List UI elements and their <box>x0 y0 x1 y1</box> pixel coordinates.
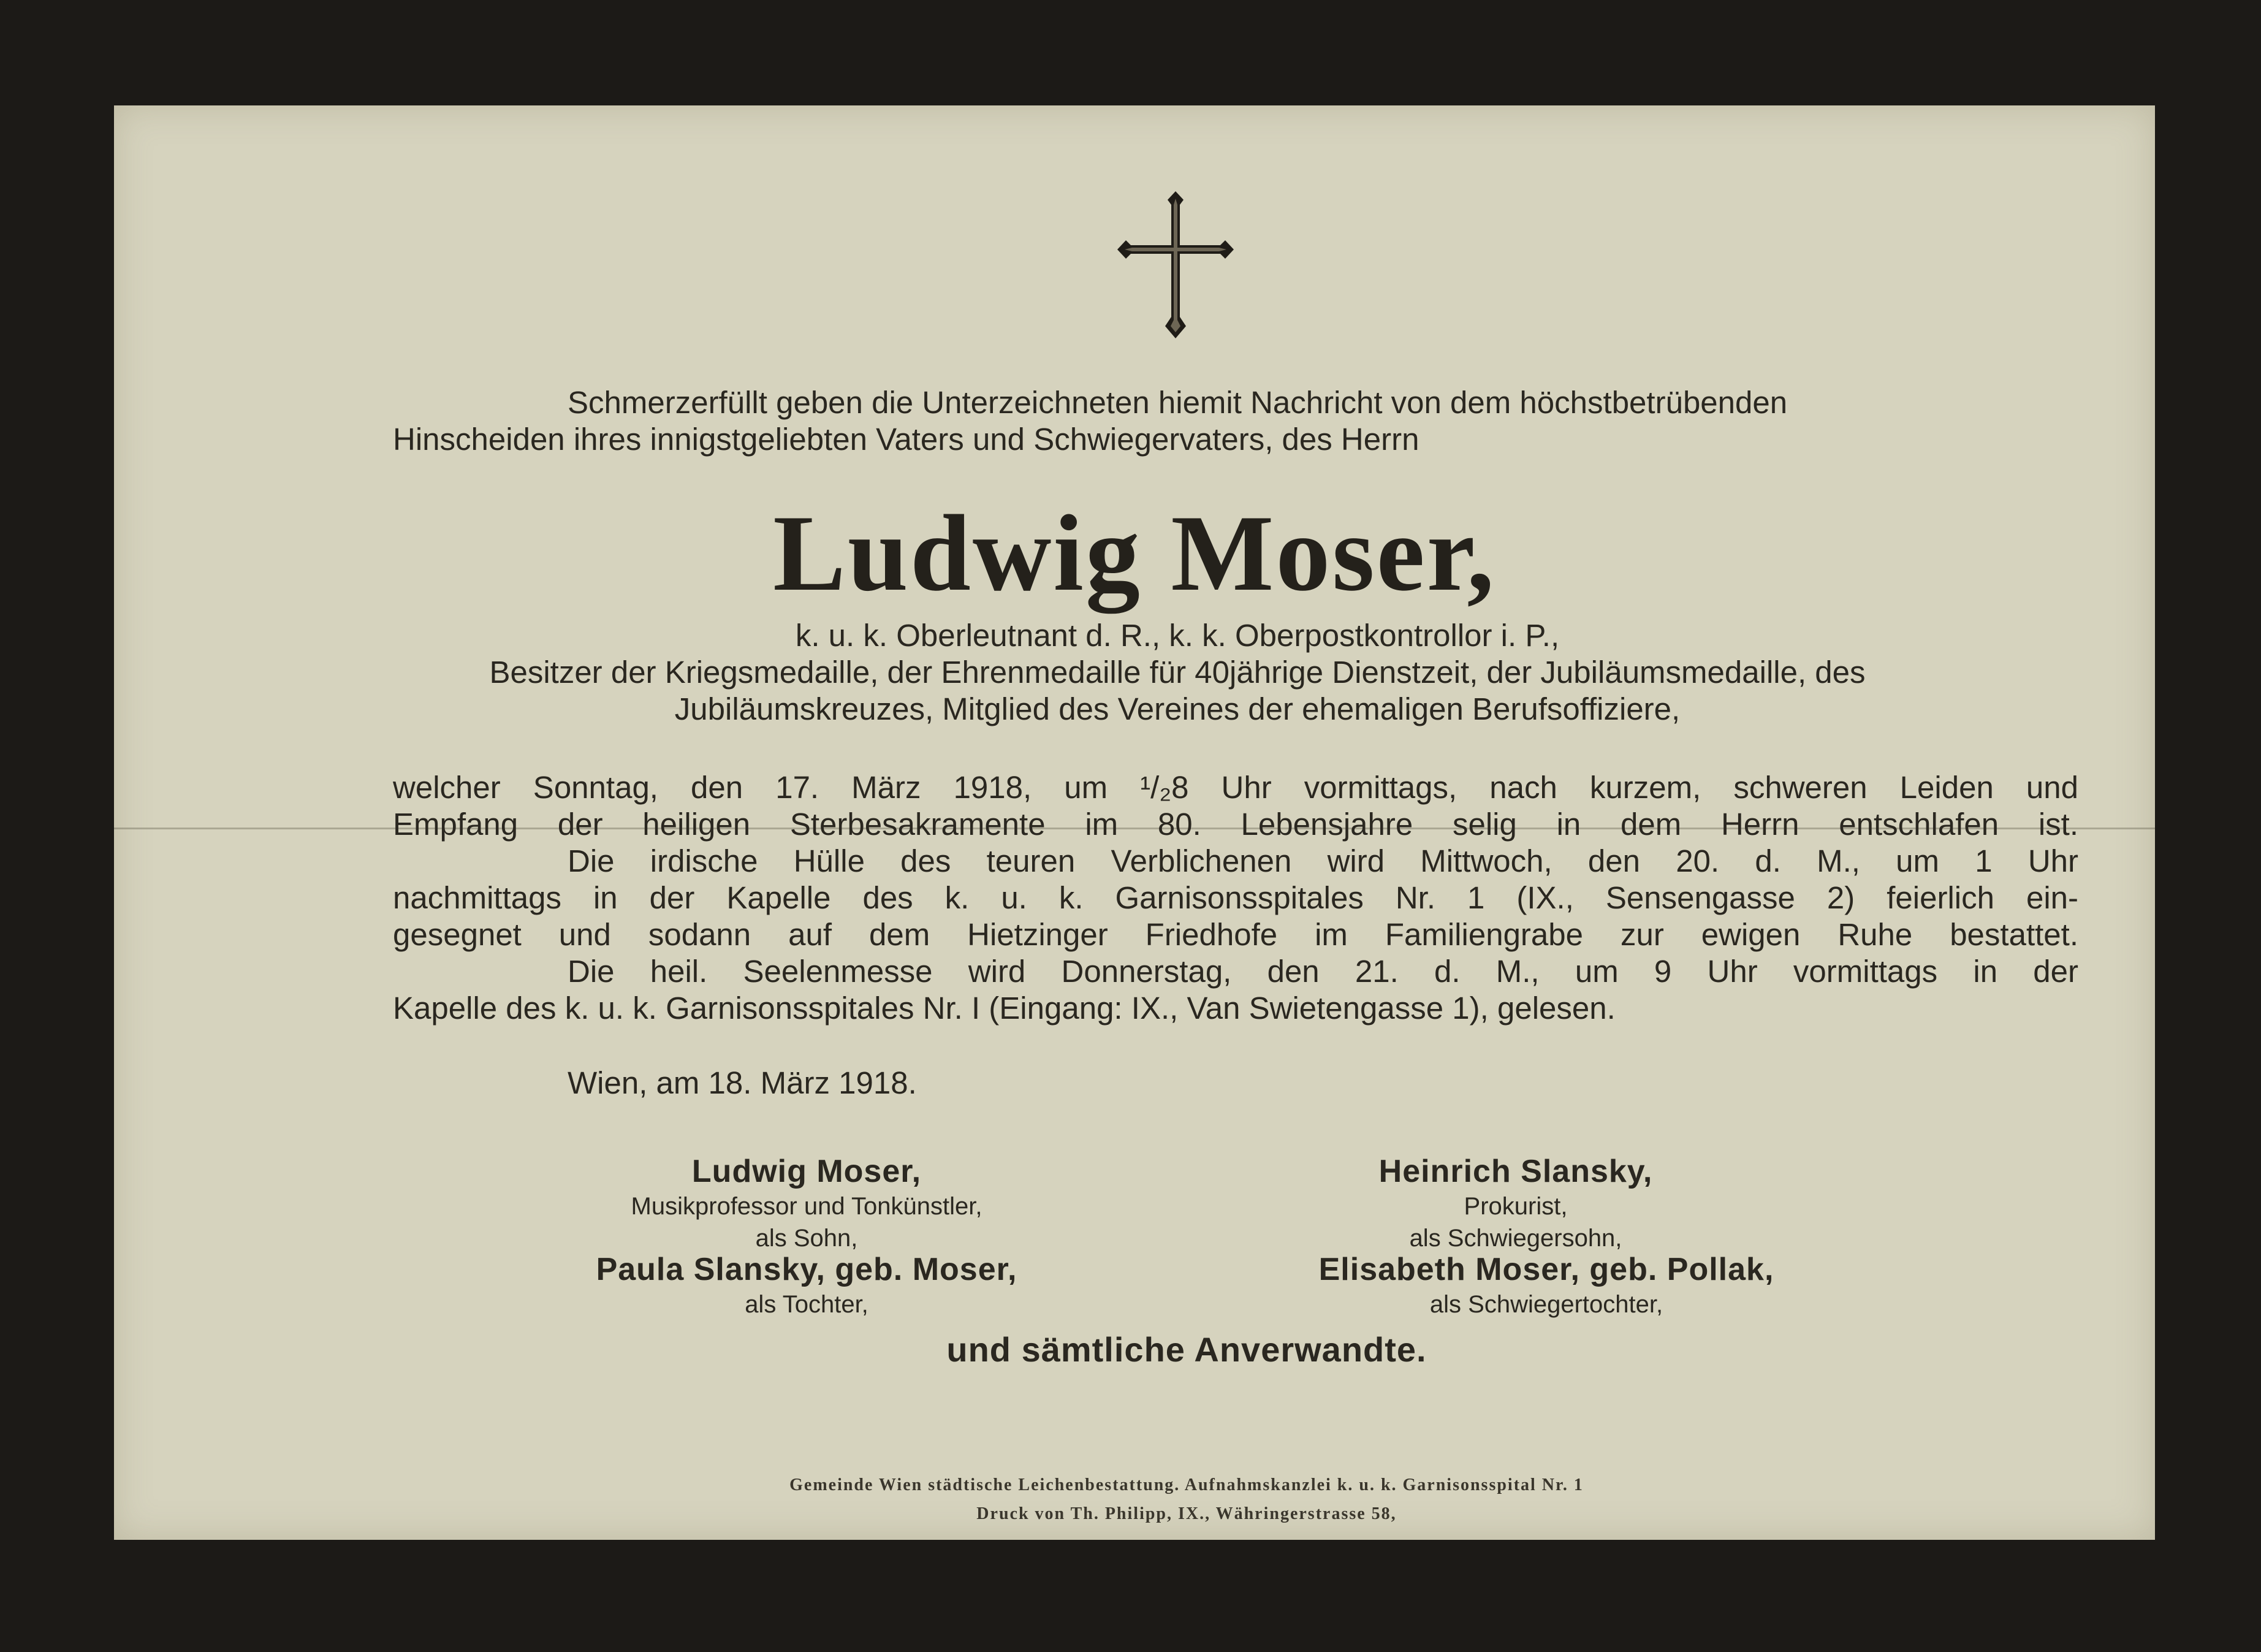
closing-line: und sämtliche Anverwandte. <box>946 1330 1427 1369</box>
obituary-card <box>114 105 2155 1540</box>
announcement-body <box>393 769 2078 1027</box>
title-line: Jubiläumskreuzes, Mitglied des Vereines der ehemaligen Berufsoffiziere, <box>674 691 1681 726</box>
deceased-name: Ludwig Moser, <box>773 492 1496 614</box>
signatory-relation: als Sohn, <box>755 1225 858 1252</box>
signatory-son <box>543 1152 1070 1254</box>
intro-line: Schmerzerfüllt geben die Unterzeichneten hiemit Nachricht von dem höchstbetrübenden <box>568 385 1788 420</box>
body-line: Empfang der heiligen Sterbesakramente im 80. Lebensjahre selig in dem Herrn entschlafen ist. <box>393 807 2078 842</box>
intro-text <box>393 384 2078 458</box>
cross-icon <box>1117 191 1234 338</box>
place-date: Wien, am 18. März 1918. <box>568 1065 917 1100</box>
body-line: Die heil. Seelenmesse wird Donnerstag, den 21. d. M., um 9 Uhr vormittags in der <box>568 954 2078 989</box>
intro-line: Hinscheiden ihres innigstgeliebten Vaters und Schwiegervaters, des Herrn <box>393 422 1419 457</box>
title-line: k. u. k. Oberleutnant d. R., k. k. Oberpostkontrollor i. P., <box>795 618 1560 653</box>
body-line: nachmittags in der Kapelle des k. u. k. Garnisonsspitales Nr. 1 (IX., Sensengasse 2) feierlich ein- <box>393 880 2078 915</box>
body-line: welcher Sonntag, den 17. März 1918, um ¹/₂8 Uhr vormittags, nach kurzem, schweren Leiden und <box>393 770 2078 805</box>
body-line: gesegnet und sodann auf dem Hietzinger Friedhofe im Familiengrabe zur ewigen Ruhe bestattet. <box>393 917 2078 952</box>
signatory-relation: als Schwiegersohn, <box>1409 1225 1622 1252</box>
signatory-name: Heinrich Slansky, <box>1378 1154 1653 1189</box>
printer-line: Druck von Th. Philipp, IX., Währingerstrasse 58, <box>976 1504 1397 1523</box>
signatory-relation: als Tochter, <box>745 1291 868 1318</box>
title-line: Besitzer der Kriegsmedaille, der Ehrenmedaille für 40jährige Dienstzeit, der Jubiläumsmedaille, des <box>489 655 1866 690</box>
signatory-role: Prokurist, <box>1464 1193 1568 1220</box>
signatory-daughter-in-law <box>1240 1250 1853 1320</box>
signatory-name: Paula Slansky, geb. Moser, <box>596 1252 1017 1287</box>
body-line: Kapelle des k. u. k. Garnisonsspitales Nr. I (Eingang: IX., Van Swietengasse 1), gelesen. <box>393 991 1616 1026</box>
signatory-daughter <box>543 1250 1070 1320</box>
signatory-son-in-law <box>1240 1152 1792 1254</box>
printer-line: Gemeinde Wien städtische Leichenbestattung. Aufnahmskanzlei k. u. k. Garnisonsspital Nr. 1 <box>789 1475 1584 1494</box>
deceased-titles <box>114 617 2112 728</box>
signatory-name: Elisabeth Moser, geb. Pollak, <box>1318 1252 1774 1287</box>
signatory-relation: als Schwiegertochter, <box>1429 1291 1663 1318</box>
signatory-name: Ludwig Moser, <box>691 1154 922 1189</box>
body-line: Die irdische Hülle des teuren Verblichenen wird Mittwoch, den 20. d. M., um 1 Uhr <box>568 843 2078 878</box>
signatory-role: Musikprofessor und Tonkünstler, <box>631 1193 982 1220</box>
